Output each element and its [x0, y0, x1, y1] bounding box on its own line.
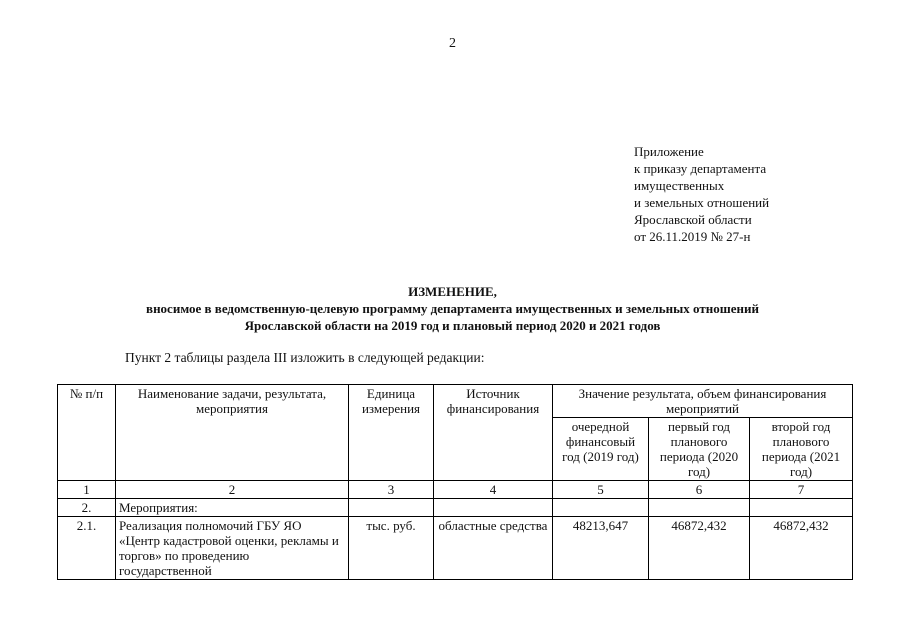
row-value-2021: 46872,432 [750, 517, 853, 580]
column-number-row [58, 481, 853, 499]
row-name: Реализация полномочий ГБУ ЯО «Центр кадастровой оценки, рекламы и торгов» по проведению государственной [116, 517, 349, 580]
header-num: № п/п [58, 385, 116, 481]
title-heading: ИЗМЕНЕНИЕ, [408, 284, 497, 299]
header-value-group: Значение результата, объем финансирования мероприятий [553, 385, 853, 418]
column-number: 7 [750, 481, 853, 499]
table-row [58, 499, 853, 517]
intro-paragraph: Пункт 2 таблицы раздела III изложить в следующей редакции: [125, 350, 485, 365]
row-value-2020: 46872,432 [649, 517, 750, 580]
row-value-2020 [649, 499, 750, 517]
row-value-2019 [553, 499, 649, 517]
header-year-2019: очередной финансовый год (2019 год) [553, 418, 649, 481]
title-line: вносимое в ведомственную-целевую программу департамента имущественных и земельных отношений [146, 301, 759, 316]
document-title [0, 283, 905, 334]
page-number: 2 [449, 36, 456, 51]
header-source: Источник финансирования [434, 385, 553, 481]
row-source: областные средства [434, 517, 553, 580]
row-source [434, 499, 553, 517]
appendix-block [634, 143, 769, 245]
header-unit: Единица измерения [349, 385, 434, 481]
column-number: 1 [58, 481, 116, 499]
title-line: Ярославской области на 2019 год и плановый период 2020 и 2021 годов [244, 318, 661, 333]
row-unit: тыс. руб. [349, 517, 434, 580]
column-number: 4 [434, 481, 553, 499]
appendix-line: от 26.11.2019 № 27-н [634, 229, 751, 244]
program-table [57, 384, 853, 580]
row-value-2021 [750, 499, 853, 517]
column-number: 3 [349, 481, 434, 499]
appendix-line: Ярославской области [634, 212, 752, 227]
appendix-line: имущественных [634, 178, 725, 193]
row-name: Мероприятия: [116, 499, 349, 517]
header-year-2021: второй год планового периода (2021 год) [750, 418, 853, 481]
row-num: 2. [58, 499, 116, 517]
row-value-2019: 48213,647 [553, 517, 649, 580]
column-number: 6 [649, 481, 750, 499]
column-number: 5 [553, 481, 649, 499]
appendix-line: и земельных отношений [634, 195, 770, 210]
header-year-2020: первый год планового периода (2020 год) [649, 418, 750, 481]
row-unit [349, 499, 434, 517]
appendix-line: Приложение [634, 144, 704, 159]
column-number: 2 [116, 481, 349, 499]
appendix-line: к приказу департамента [634, 161, 767, 176]
row-num: 2.1. [58, 517, 116, 580]
table-row [58, 517, 853, 580]
header-name: Наименование задачи, результата, мероприятия [116, 385, 349, 481]
